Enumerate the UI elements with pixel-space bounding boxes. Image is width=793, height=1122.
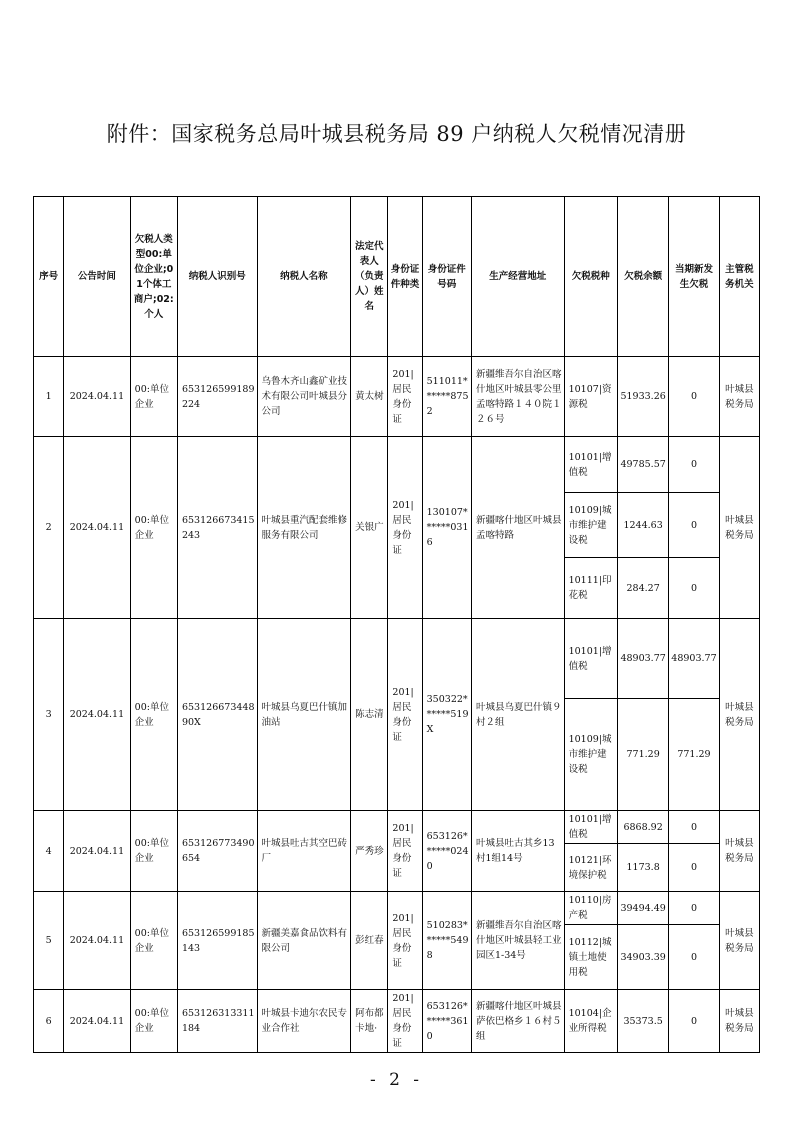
cell-id-type: 201|居民身份证 <box>388 892 422 990</box>
cell-addr: 叶城县吐古其乡13村1组14号 <box>471 811 564 892</box>
cell-name: 叶城县吐古其空巴砖厂 <box>257 811 351 892</box>
cell-tin: 653126773490654 <box>177 811 257 892</box>
cell-seq: 2 <box>34 437 64 619</box>
table-row <box>34 357 760 437</box>
document-title: 附件：国家税务总局叶城县税务局 89 户纳税人欠税情况清册 <box>106 122 687 146</box>
cell-tax-kind: 10109|城市维护建设税 <box>564 493 617 558</box>
cell-id-no: 510283******5498 <box>422 892 471 990</box>
cell-new: 0 <box>669 844 719 892</box>
cell-tax-kind: 10111|印花税 <box>564 558 617 619</box>
cell-date: 2024.04.11 <box>64 357 130 437</box>
cell-seq: 1 <box>34 357 64 437</box>
cell-balance: 1173.8 <box>617 844 668 892</box>
cell-new: 0 <box>669 925 719 990</box>
cell-name: 叶城县乌夏巴什镇加油站 <box>257 619 351 811</box>
cell-type: 00:单位企业 <box>130 892 177 990</box>
header-office: 主管税务机关 <box>719 197 759 357</box>
cell-id-type: 201|居民身份证 <box>388 619 422 811</box>
cell-id-no: 653126******0240 <box>422 811 471 892</box>
cell-balance: 39494.49 <box>617 892 668 925</box>
cell-seq: 4 <box>34 811 64 892</box>
cell-balance: 6868.92 <box>617 811 668 844</box>
cell-addr: 新疆喀什地区叶城县孟喀特路 <box>471 437 564 619</box>
cell-legal: 关银广 <box>351 437 388 619</box>
cell-tax-kind: 10112|城镇土地使用税 <box>564 925 617 990</box>
cell-id-type: 201|居民身份证 <box>388 357 422 437</box>
cell-addr: 新疆维吾尔自治区喀什地区叶城县零公里孟喀特路１４０院１２６号 <box>471 357 564 437</box>
page-number: - 2 - <box>369 1070 424 1090</box>
cell-type: 00:单位企业 <box>130 811 177 892</box>
cell-seq: 6 <box>34 990 64 1053</box>
header-new: 当期新发生欠税 <box>669 197 719 357</box>
cell-name: 乌鲁木齐山鑫矿业技术有限公司叶城县分公司 <box>257 357 351 437</box>
table-row <box>34 811 760 844</box>
cell-tin: 653126599189224 <box>177 357 257 437</box>
cell-tax-kind: 10121|环境保护税 <box>564 844 617 892</box>
cell-legal: 陈志清 <box>351 619 388 811</box>
cell-office: 叶城县税务局 <box>719 990 759 1053</box>
cell-date: 2024.04.11 <box>64 892 130 990</box>
cell-id-type: 201|居民身份证 <box>388 811 422 892</box>
table-row <box>34 619 760 699</box>
cell-tin: 65312667344890X <box>177 619 257 811</box>
cell-new: 0 <box>669 811 719 844</box>
cell-tax-kind: 10110|房产税 <box>564 892 617 925</box>
cell-new: 0 <box>669 558 719 619</box>
cell-balance: 35373.5 <box>617 990 668 1053</box>
cell-tax-kind: 10109|城市维护建设税 <box>564 699 617 811</box>
cell-tin: 653126673415243 <box>177 437 257 619</box>
table-row <box>34 990 760 1053</box>
cell-office: 叶城县税务局 <box>719 619 759 811</box>
cell-id-type: 201|居民身份证 <box>388 437 422 619</box>
table-header-row <box>34 197 760 357</box>
cell-date: 2024.04.11 <box>64 990 130 1053</box>
header-name: 纳税人名称 <box>257 197 351 357</box>
cell-name: 叶城县重汽配套维修服务有限公司 <box>257 437 351 619</box>
cell-balance: 1244.63 <box>617 493 668 558</box>
cell-name: 叶城县卡迪尔农民专业合作社 <box>257 990 351 1053</box>
cell-addr: 新疆维吾尔自治区喀什地区叶城县轻工业园区1-34号 <box>471 892 564 990</box>
cell-date: 2024.04.11 <box>64 619 130 811</box>
cell-tax-kind: 10101|增值税 <box>564 437 617 493</box>
cell-tin: 653126599185143 <box>177 892 257 990</box>
cell-id-no: 653126******3610 <box>422 990 471 1053</box>
cell-office: 叶城县税务局 <box>719 437 759 619</box>
cell-office: 叶城县税务局 <box>719 811 759 892</box>
cell-addr: 叶城县乌夏巴什镇９村２组 <box>471 619 564 811</box>
cell-date: 2024.04.11 <box>64 811 130 892</box>
cell-type: 00:单位企业 <box>130 437 177 619</box>
cell-legal: 阿布都卡地· <box>351 990 388 1053</box>
cell-balance: 771.29 <box>617 699 668 811</box>
tax-arrears-table <box>33 196 760 1053</box>
cell-new: 0 <box>669 892 719 925</box>
header-seq: 序号 <box>34 197 64 357</box>
header-balance: 欠税余额 <box>617 197 668 357</box>
cell-balance: 49785.57 <box>617 437 668 493</box>
cell-date: 2024.04.11 <box>64 437 130 619</box>
cell-type: 00:单位企业 <box>130 619 177 811</box>
cell-balance: 284.27 <box>617 558 668 619</box>
cell-legal: 黄太树 <box>351 357 388 437</box>
header-type: 欠税人类型00:单位企业;01个体工商户;02:个人 <box>130 197 177 357</box>
cell-tax-kind: 10107|资源税 <box>564 357 617 437</box>
cell-name: 新疆美嘉食品饮料有限公司 <box>257 892 351 990</box>
table-row <box>34 437 760 493</box>
cell-office: 叶城县税务局 <box>719 892 759 990</box>
cell-legal: 彭红春 <box>351 892 388 990</box>
cell-seq: 5 <box>34 892 64 990</box>
cell-type: 00:单位企业 <box>130 990 177 1053</box>
cell-id-type: 201|居民身份证 <box>388 990 422 1053</box>
cell-id-no: 511011******8752 <box>422 357 471 437</box>
cell-office: 叶城县税务局 <box>719 357 759 437</box>
cell-seq: 3 <box>34 619 64 811</box>
cell-new: 0 <box>669 357 719 437</box>
cell-new: 0 <box>669 437 719 493</box>
header-id-no: 身份证件号码 <box>422 197 471 357</box>
cell-new: 0 <box>669 493 719 558</box>
table-row <box>34 892 760 925</box>
cell-addr: 新疆喀什地区叶城县萨依巴格乡１６村５组 <box>471 990 564 1053</box>
cell-tax-kind: 10101|增值税 <box>564 619 617 699</box>
header-date: 公告时间 <box>64 197 130 357</box>
header-tin: 纳税人识别号 <box>177 197 257 357</box>
cell-legal: 严秀珍 <box>351 811 388 892</box>
cell-new: 0 <box>669 990 719 1053</box>
cell-new: 771.29 <box>669 699 719 811</box>
header-addr: 生产经营地址 <box>471 197 564 357</box>
cell-tin: 653126313311184 <box>177 990 257 1053</box>
cell-id-no: 130107******0316 <box>422 437 471 619</box>
cell-id-no: 350322******519X <box>422 619 471 811</box>
header-tax-kind: 欠税税种 <box>564 197 617 357</box>
cell-tax-kind: 10101|增值税 <box>564 811 617 844</box>
cell-balance: 48903.77 <box>617 619 668 699</box>
cell-tax-kind: 10104|企业所得税 <box>564 990 617 1053</box>
cell-balance: 34903.39 <box>617 925 668 990</box>
cell-type: 00:单位企业 <box>130 357 177 437</box>
cell-balance: 51933.26 <box>617 357 668 437</box>
header-legal: 法定代表人（负责人）姓名 <box>351 197 388 357</box>
header-id-type: 身份证件种类 <box>388 197 422 357</box>
cell-new: 48903.77 <box>669 619 719 699</box>
